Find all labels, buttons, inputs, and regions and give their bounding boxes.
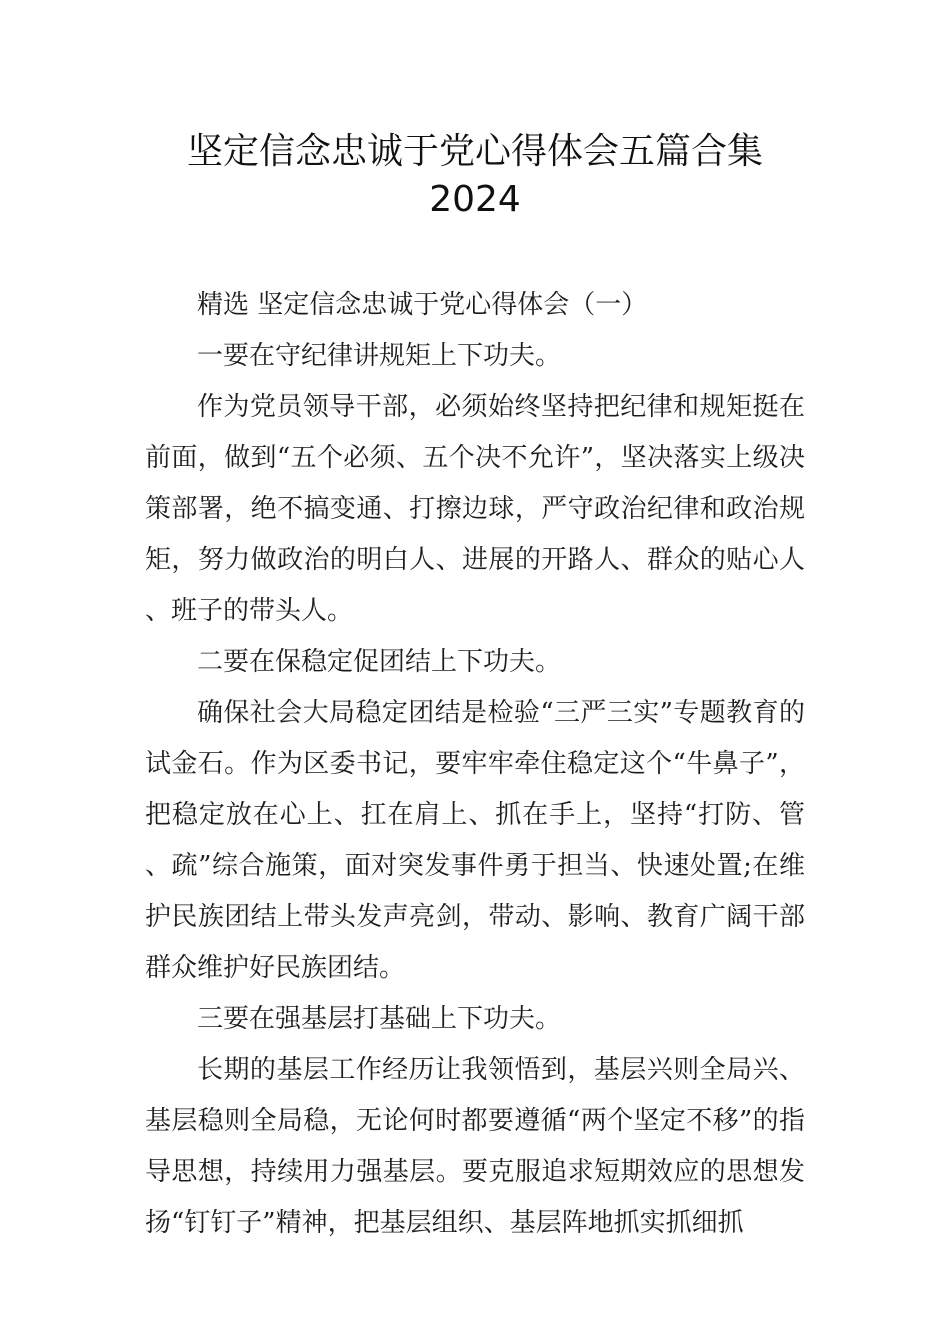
paragraph-heading-2: 二要在保稳定促团结上下功夫。 bbox=[197, 647, 562, 677]
section-label: 精选 坚定信念忠诚于党心得体会（一） bbox=[197, 290, 648, 320]
document-title-year: 2024 bbox=[429, 179, 521, 220]
paragraph-body-3: 长期的基层工作经历让我领悟到，基层兴则全局兴、基层稳则全局稳，无论何时都要遵循“两个坚定不移”的指导思想，持续用力强基层。要克服追求短期效应的思想发扬“钉钉子”精神，把基层组织、基层阵地抓实抓细抓 bbox=[145, 1055, 805, 1238]
paragraph-body-2: 确保社会大局稳定团结是检验“三严三实”专题教育的试金石。作为区委书记，要牢牢牵住稳定这个“牛鼻子”，把稳定放在心上、扛在肩上、抓在手上，坚持“打防、管、疏”综合施策，面对突发事件勇于担当、快速处置;在维护民族团结上带头发声亮剑，带动、影响、教育广阔干部群众维护好民族团结。 bbox=[145, 698, 805, 983]
document-title: 坚定信念忠诚于党心得体会五篇合集 bbox=[186, 131, 763, 172]
paragraph-heading-1: 一要在守纪律讲规矩上下功夫。 bbox=[197, 341, 562, 371]
paragraph-body-1: 作为党员领导干部，必须始终坚持把纪律和规矩挺在前面，做到“五个必须、五个决不允许”，坚决落实上级决策部署，绝不搞变通、打擦边球，严守政治纪律和政治规矩，努力做政治的明白人、进展的开路人、群众的贴心人、班子的带头人。 bbox=[145, 392, 805, 626]
document-body bbox=[145, 280, 805, 1249]
paragraph-heading-3: 三要在强基层打基础上下功夫。 bbox=[197, 1004, 562, 1034]
